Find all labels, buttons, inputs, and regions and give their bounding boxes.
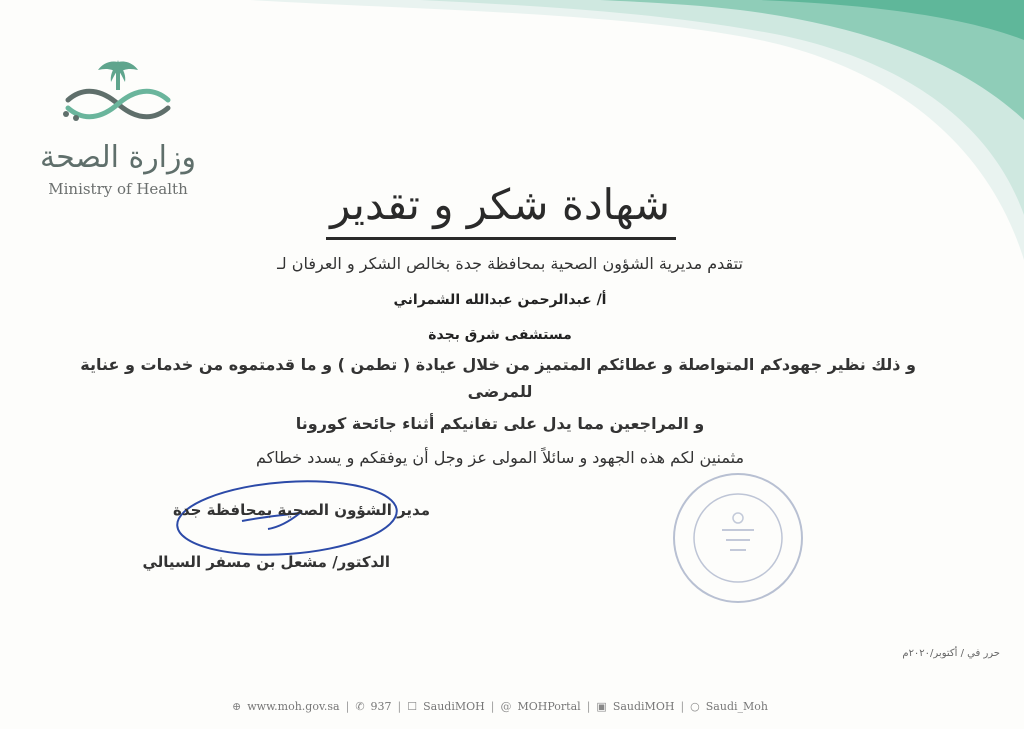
footer-portal[interactable]: MOHPortal [517,700,581,713]
title-underline [326,237,676,240]
globe-icon: ⊕ [232,700,242,713]
footer-twitter[interactable]: SaudiMOH [423,700,485,713]
body-text-line-2: للمرضى [467,382,533,401]
signatory-name: الدكتور/ مشعل بن مسفر السيالي [142,553,390,571]
ministry-logo [38,56,198,206]
official-stamp [668,468,808,608]
footer-snapchat[interactable]: Saudi_Moh [705,700,768,713]
logo-english-text: Ministry of Health [48,180,188,198]
hospital-name: مستشفى شرق بجدة [428,327,572,343]
footer-contacts: ⊕ www.moh.gov.sa | ✆ 937 | ☐ SaudiMOH | @ MOHPortal | ▣ SaudiMOH | ○ Saudi_Moh [232,700,768,713]
youtube-icon: ▣ [596,700,607,713]
intro-text: تتقدم مديرية الشؤون الصحية بمحافظة جدة بخالص الشكر و العرفان لـ [277,254,743,273]
phone-icon: ✆ [355,700,365,713]
palm-tree-logo-icon [54,56,182,136]
snapchat-icon: ○ [690,700,700,713]
body-text-line-1: و ذلك نظير جهودكم المتواصلة و عطائكم المتميز من خلال عيادة ( تطمن ) و ما قدمتموه من خدمات و عناية [80,355,916,374]
issue-date: حرر في / أكتوبر/٢٠٢٠م [902,648,1000,659]
certificate-title: شهادة شكر و تقدير [330,180,670,229]
logo-arabic-text: وزارة الصحة [40,140,196,175]
twitter-icon: ☐ [407,700,418,713]
footer-phone[interactable]: 937 [370,700,392,713]
body-text-line-3: و المراجعين مما يدل على تفانيكم أثناء جائحة كورونا [295,414,705,433]
portal-icon: @ [500,700,512,713]
signatory-title: مدير الشؤون الصحية بمحافظة جدة [173,501,430,519]
body-text-line-4: مثمنين لكم هذه الجهود و سائلاً المولى عز وجل أن يوفقكم و يسدد خطاكم [255,448,745,467]
footer-website[interactable]: www.moh.gov.sa [247,700,340,713]
recipient-name: أ/ عبدالرحمن عبدالله الشمراني [393,292,607,308]
footer-youtube[interactable]: SaudiMOH [612,700,675,713]
